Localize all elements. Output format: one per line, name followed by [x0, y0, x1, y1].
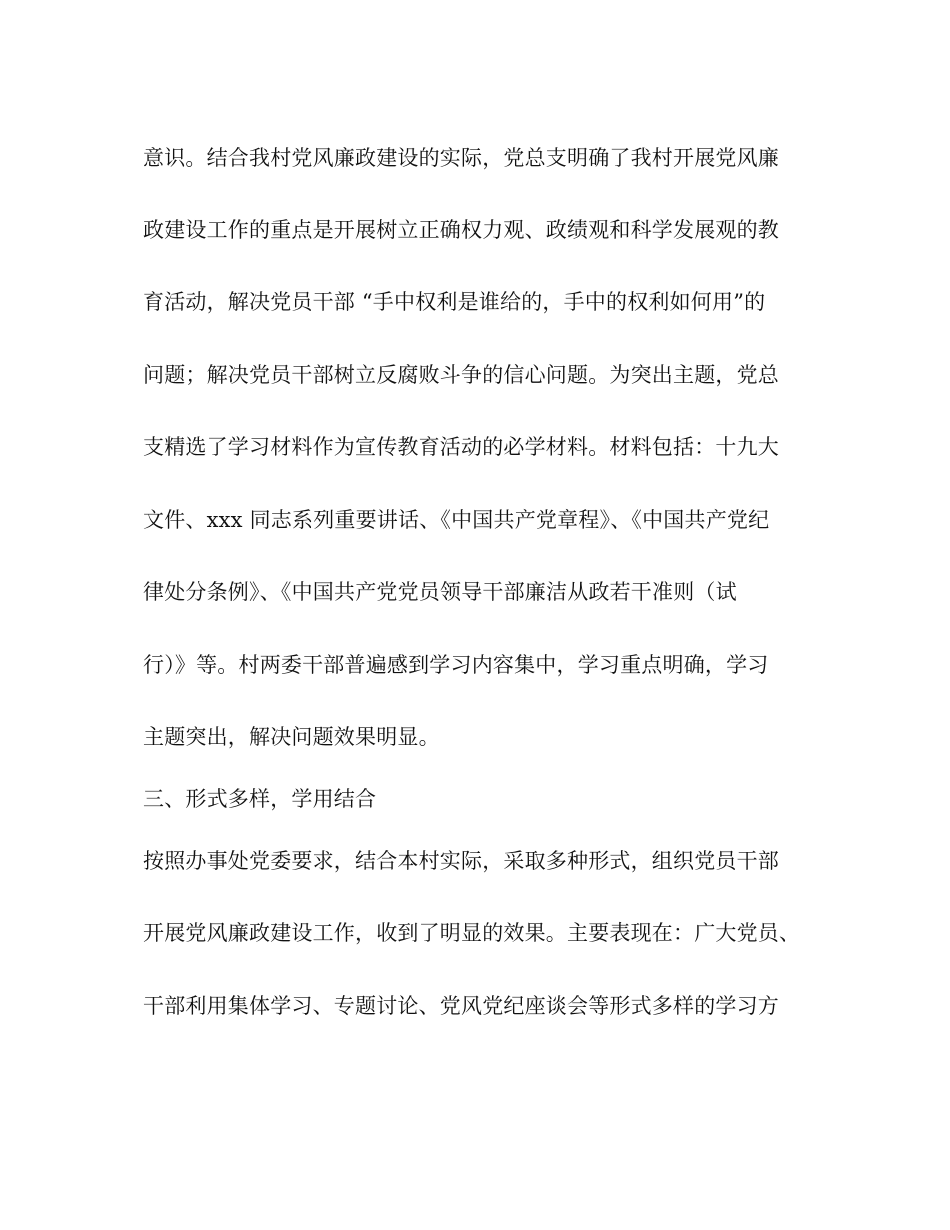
paragraph-1-line-8: 行）》等。村两委干部普遍感到学习内容集中，学习重点明确，学习	[143, 653, 769, 677]
paragraph-1-line-7: 律处分条例》、《中国共产党党员领导干部廉洁从政若干准则（试	[143, 580, 737, 604]
paragraph-1-line-5: 支精选了学习材料作为宣传教育活动的必学材料。材料包括：十九大	[143, 435, 779, 459]
paragraph-2-line-3: 干部利用集体学习、专题讨论、党风党纪座谈会等形式多样的学习方	[143, 994, 779, 1018]
paragraph-1-line-3: 育活动，解决党员干部 “手中权利是谁给的，手中的权利如何用”的	[143, 290, 766, 314]
paragraph-1-line-4: 问题；解决党员干部树立反腐败斗争的信心问题。为突出主题，党总	[143, 363, 779, 387]
paragraph-2-line-2: 开展党风廉政建设工作，收到了明显的效果。主要表现在：广大党员、	[143, 921, 801, 945]
paragraph-2-line-1: 按照办事处党委要求，结合本村实际，采取多种形式，组织党员干部	[143, 849, 779, 873]
paragraph-1-line-9: 主题突出，解决问题效果明显。	[143, 725, 440, 749]
paragraph-1-line-6: 文件、xxx 同志系列重要讲话、《中国共产党章程》、《中国共产党纪	[143, 508, 770, 532]
paragraph-1-line-2: 政建设工作的重点是开展树立正确权力观、政绩观和科学发展观的教	[143, 218, 779, 242]
paragraph-1-line-1: 意识。结合我村党风廉政建设的实际，党总支明确了我村开展党风廉	[143, 146, 779, 170]
section-heading: 三、形式多样，学用结合	[143, 787, 377, 811]
